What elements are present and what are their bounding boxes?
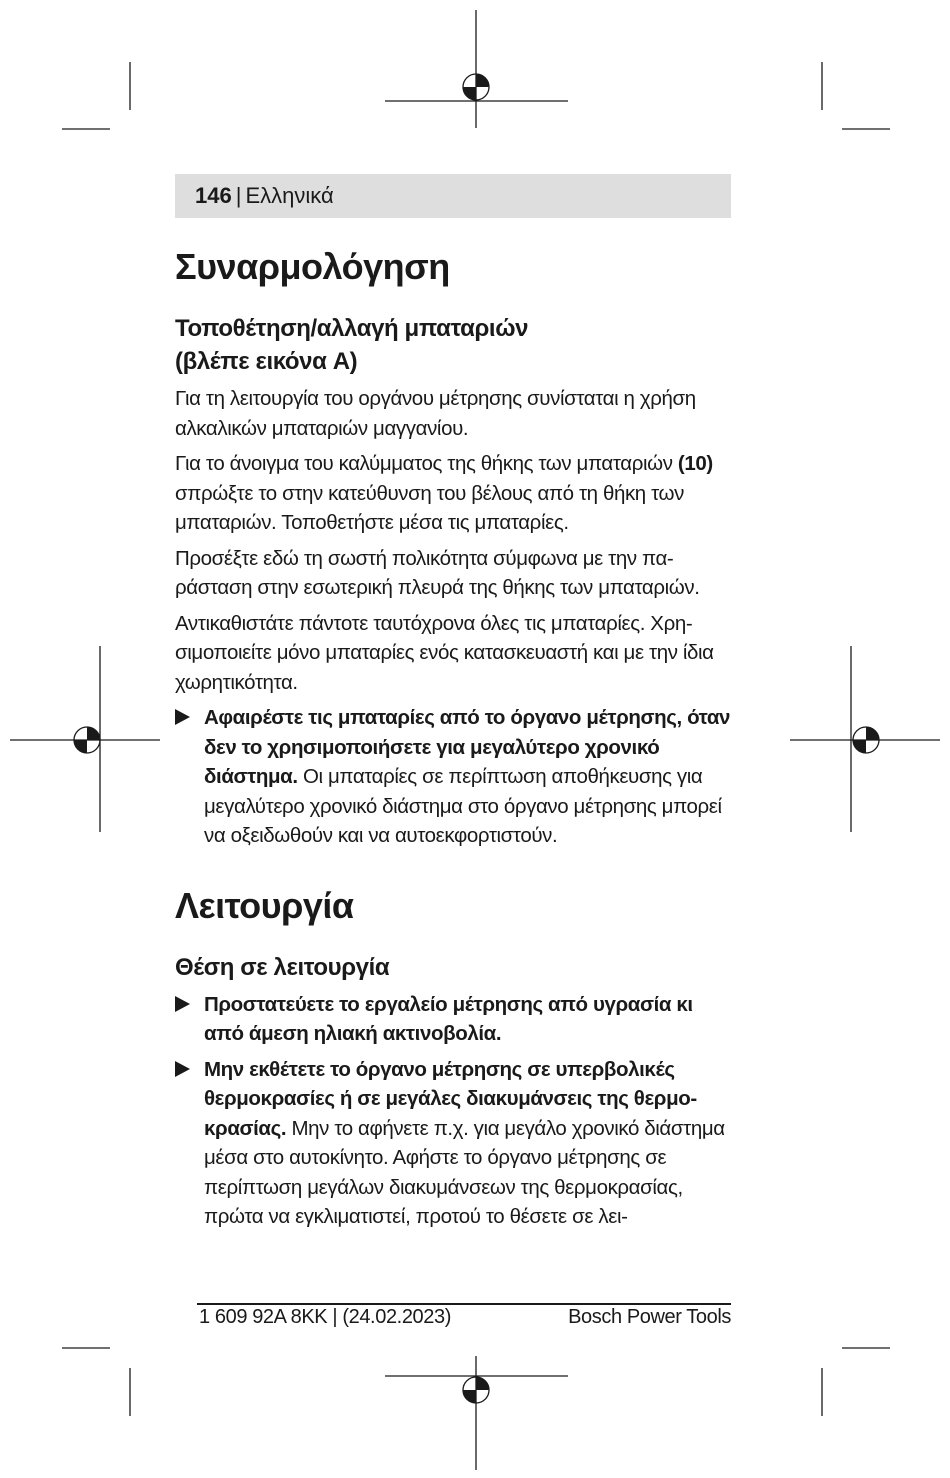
section-title-assembly: Συναρμολόγηση [175, 246, 450, 287]
paragraph-battery-type: Για τη λειτουργία του οργάνου μέτρησης συνίσταται η χρήση αλκαλικών μπαταριών μαγγανίου. [175, 387, 696, 440]
language-label: Ελληνικά [245, 183, 334, 208]
paragraph-replace-batteries: Αντικαθιστάτε πάντοτε ταυτόχρονα όλες τις μπαταρίες. Χρησιμοποιείτε μόνο μπαταρίες ενός κατασκευαστή και με την ίδια χωρητικότητα. [175, 611, 714, 694]
subsection-title-start-up: Θέση σε λειτουργία [175, 953, 390, 981]
warning-bold-text: Αφαιρέστε τις μπαταρίες από το όργανο μέτρησης, όταν δεν το χρησιμοποιήσετε για μεγαλύτερο χρονικό διάστημα. [204, 706, 731, 788]
paragraph-battery-cover [175, 449, 731, 538]
bullet-triangle-icon [175, 1061, 190, 1077]
warning-bold-text: Προστατεύετε το εργαλείο μέτρησης από υγρασία κι από άμεση ηλιακή ακτινοβολία. [204, 992, 693, 1045]
warning-bold-text: Μην εκθέτετε το όργανο μέτρησης σε υπερβολικές θερμοκρασίες ή σε μεγάλες διακυμάνσεις της θερμοκρασίας. [204, 1057, 698, 1140]
bullet-triangle-icon [175, 996, 190, 1012]
reference-number: (10) [677, 452, 713, 475]
warning-bullet-temperature [175, 1055, 731, 1232]
bullet-triangle-icon [175, 709, 190, 725]
section-title-operation: Λειτουργία [175, 884, 354, 926]
page-header [175, 174, 731, 218]
paragraph-polarity: Προσέξτε εδώ τη σωστή πολικότητα σύμφωνα με την παράσταση στην εσωτερική πλευρά της θήκης των μπαταριών. [175, 546, 700, 599]
warning-bullet-protect-moisture [175, 990, 731, 1049]
subsection-title-line1: Τοποθέτηση/αλλαγή μπαταριών [175, 315, 529, 342]
warning-text: Οι μπαταρίες σε περίπτωση αποθήκευσης για μεγαλύτερο χρονικό διάστημα στο όργανο μέτρησης μπορεί να οξειδωθούν και να αυτοεκφορτιστούν. [204, 765, 722, 847]
paragraph-text: Για το άνοιγμα του καλύμματος της θήκης των μπαταριών [175, 452, 678, 475]
subsection-title-battery [175, 312, 731, 378]
footer-divider [197, 1303, 731, 1305]
header-separator: | [235, 183, 242, 208]
warning-bullet-remove-batteries [175, 703, 731, 851]
main-content [175, 236, 731, 1238]
warning-text: Μην το αφήνετε π.χ. για μεγάλο χρονικό διάστημα μέσα στο αυτοκίνητο. Αφήστε το όργανο μέτρησης σε περίπτωση μεγάλων διακυμάνσεων της θερμοκρασίας, πρώτα να εγκλιματιστεί, προτού το θέσετε σε λει- [204, 1116, 725, 1228]
paragraph-text: σπρώξτε το στην κατεύθυνση του βέλους από τη θήκη των μπαταριών. Τοποθετήστε μέσα τις μπαταρίες. [175, 481, 684, 534]
footer-document-id: 1 609 92A 8KK | (24.02.2023) [199, 1306, 451, 1328]
page-number: 146 [195, 183, 232, 208]
footer-brand: Bosch Power Tools [568, 1306, 731, 1328]
subsection-title-line2: (βλέπε εικόνα A) [175, 348, 358, 375]
